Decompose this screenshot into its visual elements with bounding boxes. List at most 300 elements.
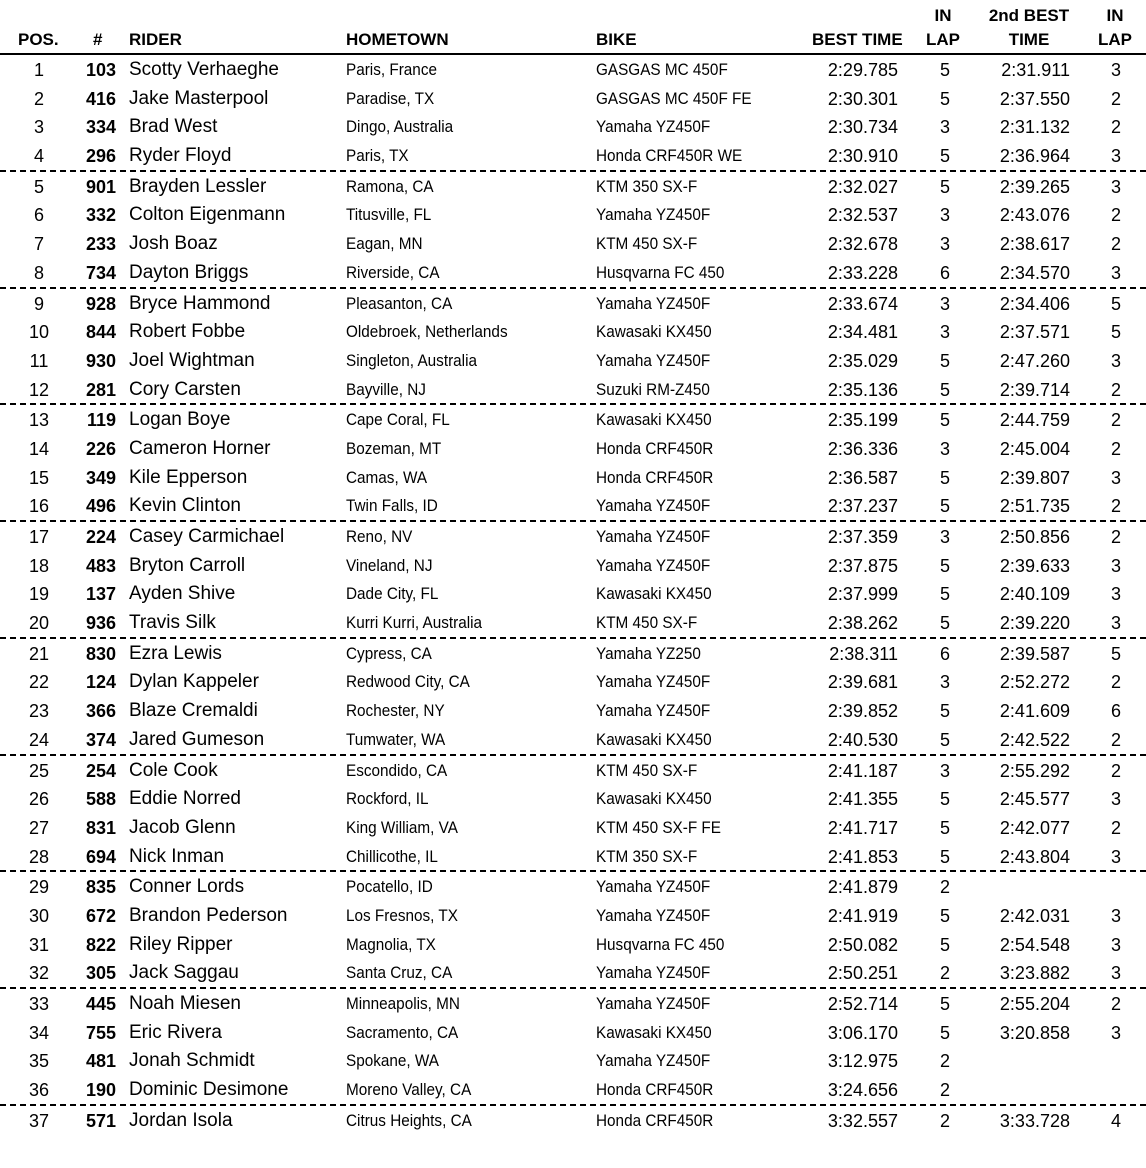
position-cell: 6 [33, 205, 44, 226]
best-time-cell: 2:30.734 [827, 117, 898, 138]
header-second-best-line1: 2nd BEST [988, 6, 1070, 25]
position-cell: 3 [33, 117, 44, 138]
table-row [0, 725, 1146, 754]
hometown-cell: Cypress, CA [346, 643, 432, 663]
second-in-lap-cell: 3 [1110, 905, 1121, 926]
hometown-cell: Sacramento, CA [346, 1022, 459, 1042]
bike-cell: Yamaha YZ450F [596, 350, 711, 370]
position-cell: 35 [28, 1051, 50, 1072]
second-in-lap-cell: 2 [1110, 117, 1121, 138]
table-row [0, 84, 1146, 113]
hometown-cell: Pleasanton, CA [346, 293, 453, 313]
rider-cell: Ryder Floyd [129, 145, 232, 167]
bike-cell: KTM 450 SX-F [596, 613, 698, 633]
second-best-time-cell: 2:45.577 [999, 789, 1070, 810]
best-time-cell: 2:36.587 [827, 467, 898, 488]
best-time-cell: 2:37.875 [827, 555, 898, 576]
number-cell: 835 [85, 877, 116, 898]
second-best-time-cell: 2:51.735 [999, 496, 1070, 517]
best-time-cell: 3:24.656 [827, 1080, 898, 1101]
second-in-lap-cell: 2 [1110, 205, 1121, 226]
second-in-lap-cell: 3 [1110, 555, 1121, 576]
rider-cell: Eddie Norred [129, 788, 241, 810]
best-time-cell: 3:06.170 [827, 1022, 898, 1043]
position-cell: 30 [28, 905, 50, 926]
number-cell: 844 [85, 322, 116, 343]
table-row [0, 551, 1146, 580]
table-row [0, 172, 1146, 201]
number-cell: 483 [85, 555, 116, 576]
rider-cell: Jacob Glenn [129, 816, 236, 838]
second-in-lap-cell: 3 [1110, 262, 1121, 283]
row-group [0, 55, 1146, 172]
second-best-time-cell: 2:45.004 [999, 438, 1070, 459]
number-cell: 831 [85, 817, 116, 838]
position-cell: 19 [28, 584, 50, 605]
second-best-time-cell: 2:55.292 [999, 760, 1070, 781]
rider-cell: Robert Fobbe [129, 321, 246, 343]
table-row [0, 289, 1146, 318]
table-row [0, 1046, 1146, 1075]
in-lap-cell: 2 [939, 877, 950, 898]
hometown-cell: Minneapolis, MN [346, 994, 460, 1013]
bike-cell: Yamaha YZ450F [596, 117, 711, 137]
bike-cell: KTM 350 SX-F [596, 176, 698, 196]
number-cell: 374 [85, 729, 116, 750]
in-lap-cell: 5 [939, 905, 950, 926]
in-lap-cell: 3 [939, 527, 950, 547]
second-best-time-cell: 2:47.260 [999, 350, 1070, 371]
rider-cell: Dayton Briggs [129, 261, 249, 283]
in-lap-cell: 5 [939, 467, 950, 488]
bike-cell: Yamaha YZ450F [596, 994, 711, 1013]
table-row [0, 1018, 1146, 1047]
rider-cell: Travis Silk [129, 612, 216, 634]
position-cell: 37 [28, 1110, 50, 1131]
second-best-time-cell: 2:44.759 [999, 410, 1070, 431]
second-in-lap-cell: 2 [1110, 994, 1121, 1014]
table-row [0, 229, 1146, 258]
position-cell: 27 [28, 817, 50, 838]
position-cell: 1 [33, 60, 44, 80]
bike-cell: Husqvarna FC 450 [596, 262, 725, 282]
position-cell: 4 [33, 146, 44, 167]
best-time-cell: 2:30.301 [827, 88, 898, 109]
rider-cell: Colton Eigenmann [129, 204, 286, 226]
position-cell: 33 [28, 994, 50, 1014]
rider-cell: Riley Ripper [129, 933, 233, 955]
best-time-cell: 2:30.910 [827, 146, 898, 167]
bike-cell: KTM 450 SX-F FE [596, 817, 721, 837]
rider-cell: Jonah Schmidt [129, 1050, 255, 1072]
position-cell: 23 [28, 701, 50, 722]
hometown-cell: Bozeman, MT [346, 438, 442, 458]
bike-cell: Suzuki RM-Z450 [596, 379, 710, 399]
in-lap-cell: 5 [939, 1022, 950, 1043]
best-time-cell: 2:32.678 [827, 234, 898, 255]
position-cell: 20 [28, 613, 50, 634]
table-row [0, 608, 1146, 637]
best-time-cell: 2:34.481 [827, 322, 898, 343]
best-time-cell: 2:41.717 [827, 817, 898, 838]
in-lap-cell: 5 [939, 146, 950, 167]
header-in-lap-2 [1092, 4, 1138, 52]
hometown-cell: Rochester, NY [346, 701, 445, 721]
second-best-time-cell: 2:31.911 [1001, 60, 1070, 80]
bike-cell: Yamaha YZ450F [596, 701, 711, 721]
table-row [0, 989, 1146, 1018]
rider-cell: Jordan Isola [129, 1109, 233, 1131]
rider-cell: Ayden Shive [129, 583, 236, 605]
number-cell: 588 [85, 789, 116, 810]
table-row [0, 141, 1146, 170]
rider-cell: Conner Lords [129, 876, 245, 898]
second-best-time-cell: 3:33.728 [999, 1110, 1070, 1131]
row-group [0, 522, 1146, 639]
second-best-time-cell: 2:39.714 [999, 379, 1070, 400]
best-time-cell: 2:37.237 [827, 496, 898, 517]
second-in-lap-cell: 3 [1110, 146, 1121, 167]
hometown-cell: Singleton, Australia [346, 350, 477, 370]
in-lap-cell: 5 [939, 410, 950, 431]
second-in-lap-cell: 3 [1110, 613, 1121, 634]
bike-cell: Yamaha YZ450F [596, 555, 711, 575]
bike-cell: Kawasaki KX450 [596, 322, 712, 342]
second-in-lap-cell: 2 [1110, 672, 1121, 693]
bike-cell: Yamaha YZ450F [596, 1051, 711, 1071]
in-lap-cell: 5 [939, 789, 950, 810]
number-cell: 481 [85, 1051, 116, 1072]
position-cell: 7 [33, 234, 44, 255]
position-cell: 22 [28, 672, 50, 693]
second-in-lap-cell: 2 [1110, 760, 1121, 781]
second-in-lap-cell: 3 [1110, 584, 1121, 605]
bike-cell: Husqvarna FC 450 [596, 934, 725, 954]
second-in-lap-cell: 2 [1110, 817, 1121, 838]
best-time-cell: 2:32.027 [827, 176, 898, 197]
hometown-cell: Twin Falls, ID [346, 496, 438, 516]
table-row [0, 317, 1146, 346]
rider-cell: Eric Rivera [129, 1021, 222, 1043]
second-in-lap-cell: 2 [1110, 729, 1121, 750]
hometown-cell: Bayville, NJ [346, 379, 426, 399]
bike-cell: KTM 350 SX-F [596, 846, 698, 866]
in-lap-cell: 5 [939, 613, 950, 634]
hometown-cell: Redwood City, CA [346, 672, 470, 692]
second-best-time-cell: 2:42.522 [999, 729, 1070, 750]
second-best-time-cell: 2:55.204 [999, 994, 1070, 1014]
table-row [0, 258, 1146, 287]
rider-cell: Brayden Lessler [129, 175, 267, 197]
best-time-cell: 2:39.681 [827, 672, 898, 693]
position-cell: 14 [28, 438, 50, 459]
number-cell: 137 [85, 584, 116, 605]
second-in-lap-cell: 3 [1110, 60, 1121, 80]
second-in-lap-cell: 2 [1110, 88, 1121, 109]
rider-cell: Cory Carsten [129, 378, 241, 400]
position-cell: 17 [28, 527, 50, 547]
number-cell: 930 [85, 350, 116, 371]
best-time-cell: 2:41.853 [827, 846, 898, 867]
table-row [0, 958, 1146, 987]
bike-cell: KTM 450 SX-F [596, 760, 698, 780]
best-time-cell: 2:35.199 [827, 410, 898, 431]
second-best-time-cell: 2:34.406 [999, 293, 1070, 314]
position-cell: 31 [28, 934, 50, 955]
position-cell: 13 [28, 410, 50, 431]
table-row [0, 112, 1146, 141]
in-lap-cell: 5 [939, 817, 950, 838]
hometown-cell: Moreno Valley, CA [346, 1080, 472, 1100]
row-group [0, 639, 1146, 756]
position-cell: 32 [28, 963, 50, 984]
best-time-cell: 2:39.852 [827, 701, 898, 722]
second-best-time-cell: 2:37.550 [999, 88, 1070, 109]
second-best-time-cell: 2:39.265 [999, 176, 1070, 197]
position-cell: 25 [28, 760, 50, 781]
table-row [0, 1075, 1146, 1104]
header-hometown: HOMETOWN [346, 30, 449, 49]
best-time-cell: 2:41.919 [827, 905, 898, 926]
second-best-time-cell: 2:41.609 [999, 701, 1070, 722]
header-second-best-line2: TIME [1008, 30, 1050, 49]
bike-cell: Kawasaki KX450 [596, 1022, 712, 1042]
second-in-lap-cell: 3 [1110, 789, 1121, 810]
number-cell: 124 [85, 672, 116, 693]
rider-cell: Jack Saggau [129, 962, 239, 984]
bike-cell: Yamaha YZ450F [596, 205, 711, 225]
hometown-cell: Cape Coral, FL [346, 410, 450, 430]
in-lap-cell: 5 [939, 88, 950, 109]
in-lap-cell: 5 [939, 555, 950, 576]
rider-cell: Nick Inman [129, 845, 225, 867]
hometown-cell: Dingo, Australia [346, 117, 454, 137]
best-time-cell: 2:36.336 [827, 438, 898, 459]
table-row [0, 930, 1146, 959]
hometown-cell: Pocatello, ID [346, 877, 433, 897]
position-cell: 5 [33, 176, 44, 197]
rider-cell: Bryce Hammond [129, 292, 271, 314]
row-group [0, 756, 1146, 873]
second-in-lap-cell: 3 [1110, 176, 1121, 197]
second-best-time-cell: 2:52.272 [999, 672, 1070, 693]
best-time-cell: 2:32.537 [827, 205, 898, 226]
second-in-lap-cell: 2 [1110, 496, 1121, 517]
bike-cell: Honda CRF450R [596, 1110, 714, 1130]
position-cell: 2 [33, 88, 44, 109]
bike-cell: Honda CRF450R [596, 438, 714, 458]
second-best-time-cell: 2:39.633 [999, 555, 1070, 576]
hometown-cell: King William, VA [346, 817, 458, 837]
table-row [0, 813, 1146, 842]
second-best-time-cell: 2:39.220 [999, 613, 1070, 634]
rider-cell: Josh Boaz [129, 233, 218, 255]
best-time-cell: 2:37.359 [827, 527, 898, 547]
position-cell: 24 [28, 729, 50, 750]
second-best-time-cell: 2:37.571 [999, 322, 1070, 343]
table-row [0, 346, 1146, 375]
bike-cell: Honda CRF450R WE [596, 146, 743, 166]
bike-cell: Yamaha YZ450F [596, 672, 711, 692]
table-row [0, 872, 1146, 901]
in-lap-cell: 3 [939, 760, 950, 781]
second-in-lap-cell: 6 [1110, 701, 1121, 722]
rider-cell: Scotty Verhaeghe [129, 59, 279, 80]
number-cell: 901 [85, 176, 116, 197]
second-best-time-cell: 2:39.807 [999, 467, 1070, 488]
position-cell: 12 [28, 379, 50, 400]
in-lap-cell: 3 [939, 322, 950, 343]
number-cell: 694 [85, 846, 116, 867]
rider-cell: Joel Wightman [129, 349, 255, 371]
bike-cell: Honda CRF450R [596, 467, 714, 487]
header-best-time: BEST TIME [812, 30, 903, 49]
second-in-lap-cell: 3 [1110, 846, 1121, 867]
table-row [0, 639, 1146, 668]
table-row [0, 901, 1146, 930]
second-in-lap-cell: 3 [1110, 934, 1121, 955]
table-row [0, 667, 1146, 696]
bike-cell: GASGAS MC 450F [596, 60, 728, 79]
bike-cell: Yamaha YZ250 [596, 643, 701, 663]
position-cell: 34 [28, 1022, 50, 1043]
table-body [0, 55, 1146, 1134]
in-lap-cell: 2 [939, 963, 950, 984]
best-time-cell: 2:50.251 [827, 963, 898, 984]
position-cell: 36 [28, 1080, 50, 1101]
bike-cell: Kawasaki KX450 [596, 410, 712, 430]
table-row [0, 522, 1146, 551]
best-time-cell: 2:35.136 [827, 379, 898, 400]
number-cell: 822 [85, 934, 116, 955]
rider-cell: Blaze Cremaldi [129, 700, 258, 722]
second-best-time-cell: 2:36.964 [999, 146, 1070, 167]
bike-cell: Kawasaki KX450 [596, 584, 712, 604]
second-best-time-cell: 2:38.617 [999, 234, 1070, 255]
header-in-lap-line2: LAP [926, 30, 960, 49]
number-cell: 936 [85, 613, 116, 634]
best-time-cell: 3:32.557 [827, 1110, 898, 1131]
number-cell: 296 [85, 146, 116, 167]
hometown-cell: Rockford, IL [346, 789, 429, 809]
table-row [0, 579, 1146, 608]
row-group [0, 405, 1146, 522]
number-cell: 445 [85, 994, 116, 1014]
rider-cell: Dylan Kappeler [129, 671, 259, 693]
rider-cell: Cole Cook [129, 759, 218, 781]
bike-cell: Yamaha YZ450F [596, 905, 711, 925]
table-row [0, 405, 1146, 434]
rider-cell: Jared Gumeson [129, 728, 265, 750]
header-in-lap-line1: IN [934, 6, 952, 25]
number-cell: 224 [85, 527, 116, 547]
rider-cell: Logan Boye [129, 409, 231, 431]
in-lap-cell: 5 [939, 584, 950, 605]
best-time-cell: 2:33.228 [827, 262, 898, 283]
position-cell: 15 [28, 467, 50, 488]
in-lap-cell: 3 [939, 234, 950, 255]
in-lap-cell: 2 [939, 1080, 950, 1101]
hometown-cell: Ramona, CA [346, 176, 434, 196]
second-best-time-cell: 2:40.109 [999, 584, 1070, 605]
position-cell: 11 [29, 350, 49, 371]
bike-cell: GASGAS MC 450F FE [596, 88, 752, 108]
second-in-lap-cell: 5 [1110, 322, 1121, 343]
second-best-time-cell: 2:42.031 [999, 905, 1070, 926]
hometown-cell: Escondido, CA [346, 760, 448, 780]
position-cell: 28 [28, 846, 50, 867]
table-row [0, 463, 1146, 492]
number-cell: 755 [85, 1022, 116, 1043]
hometown-cell: Titusville, FL [346, 205, 432, 225]
in-lap-cell: 3 [939, 438, 950, 459]
table-row [0, 1106, 1146, 1135]
table-header [0, 0, 1146, 55]
hometown-cell: Magnolia, TX [346, 934, 436, 954]
second-best-time-cell: 2:43.804 [999, 846, 1070, 867]
in-lap-cell: 3 [939, 293, 950, 314]
best-time-cell: 2:41.355 [827, 789, 898, 810]
header-rider: RIDER [129, 30, 182, 49]
header-number: # [93, 30, 103, 49]
in-lap-cell: 5 [939, 60, 950, 80]
hometown-cell: Riverside, CA [346, 262, 440, 282]
hometown-cell: Camas, WA [346, 467, 428, 487]
rider-cell: Kevin Clinton [129, 495, 241, 517]
rider-cell: Bryton Carroll [129, 554, 246, 576]
hometown-cell: Oldebroek, Netherlands [346, 322, 508, 342]
position-cell: 29 [28, 877, 50, 898]
best-time-cell: 2:38.311 [829, 643, 898, 664]
in-lap-cell: 2 [939, 1110, 950, 1131]
in-lap-cell: 5 [939, 729, 950, 750]
position-cell: 21 [28, 643, 50, 664]
number-cell: 734 [85, 262, 116, 283]
hometown-cell: Eagan, MN [346, 234, 423, 254]
number-cell: 233 [85, 234, 116, 255]
bike-cell: Kawasaki KX450 [596, 789, 712, 809]
table-row [0, 491, 1146, 520]
best-time-cell: 2:37.999 [827, 584, 898, 605]
header-in-lap2-line1: IN [1106, 6, 1124, 25]
position-cell: 10 [28, 322, 50, 343]
number-cell: 672 [85, 905, 116, 926]
rider-cell: Casey Carmichael [129, 526, 285, 547]
second-best-time-cell: 2:43.076 [999, 205, 1070, 226]
second-best-time-cell: 2:31.132 [999, 117, 1070, 138]
hometown-cell: Los Fresnos, TX [346, 905, 458, 925]
number-cell: 281 [85, 379, 116, 400]
bike-cell: Yamaha YZ450F [596, 293, 711, 313]
best-time-cell: 2:41.879 [827, 877, 898, 898]
second-best-time-cell: 2:50.856 [999, 527, 1070, 547]
second-best-time-cell: 3:23.882 [999, 963, 1070, 984]
second-in-lap-cell: 2 [1110, 410, 1121, 431]
second-in-lap-cell: 3 [1110, 350, 1121, 371]
bike-cell: Yamaha YZ450F [596, 963, 711, 983]
rider-cell: Kile Epperson [129, 466, 248, 488]
hometown-cell: Dade City, FL [346, 584, 439, 604]
row-group [0, 172, 1146, 289]
position-cell: 26 [28, 789, 50, 810]
best-time-cell: 2:50.082 [827, 934, 898, 955]
row-group [0, 289, 1146, 406]
table-row [0, 375, 1146, 404]
second-in-lap-cell: 3 [1110, 467, 1121, 488]
second-best-time-cell: 2:54.548 [999, 934, 1070, 955]
header-bike: BIKE [596, 30, 637, 49]
table-row [0, 55, 1146, 84]
